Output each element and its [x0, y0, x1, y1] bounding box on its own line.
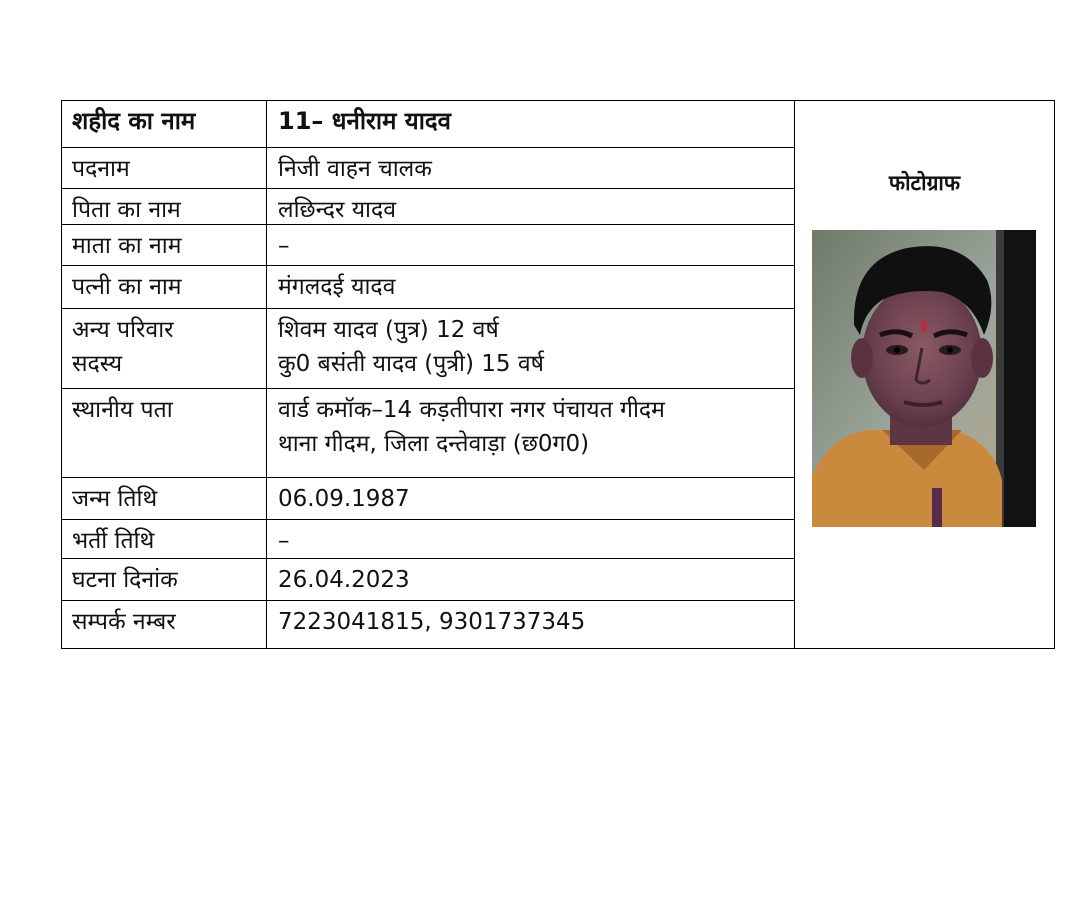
row-value: लछिन्दर यादव [278, 197, 397, 223]
row-recruitment-date [62, 520, 794, 559]
photo-cell [795, 101, 1054, 648]
row-label: भर्ती तिथि [62, 520, 267, 558]
row-label: घटना दिनांक [62, 559, 267, 600]
row-label: अन्य परिवार सदस्य [62, 309, 267, 388]
photo-heading: फोटोग्राफ [888, 171, 961, 195]
row-value: – [278, 528, 290, 554]
row-contact-number [62, 601, 794, 648]
row-label: पिता का नाम [62, 189, 267, 224]
row-value: 11– धनीराम यादव [278, 107, 452, 135]
fields-column [62, 101, 795, 648]
row-value: निजी वाहन चालक [278, 156, 432, 182]
row-value: शिवम यादव (पुत्र) 12 वर्ष कु0 बसंती यादव (पुत्री) 15 वर्ष [278, 317, 544, 377]
row-mother-name [62, 225, 794, 266]
row-label: पत्नी का नाम [62, 266, 267, 308]
row-label: शहीद का नाम [62, 101, 267, 147]
row-designation [62, 148, 794, 189]
row-local-address [62, 389, 794, 478]
row-value: मंगलदई यादव [278, 274, 396, 300]
row-label: स्थानीय पता [62, 389, 267, 477]
row-label: जन्म तिथि [62, 478, 267, 519]
row-father-name [62, 189, 794, 225]
row-value: 06.09.1987 [278, 486, 410, 512]
row-label: पदनाम [62, 148, 267, 188]
row-wife-name [62, 266, 794, 309]
row-value: – [278, 233, 290, 259]
portrait-photo [812, 230, 1036, 527]
row-value: 7223041815, 9301737345 [278, 609, 586, 635]
row-birth-date [62, 478, 794, 520]
row-label: सम्पर्क नम्बर [62, 601, 267, 648]
row-incident-date [62, 559, 794, 601]
row-martyr-name [62, 101, 794, 148]
row-other-family-members [62, 309, 794, 389]
row-value: वार्ड कमॉक–14 कड़तीपारा नगर पंचायत गीदम थाना गीदम, जिला दन्तेवाड़ा (छ0ग0) [278, 397, 665, 457]
row-value: 26.04.2023 [278, 567, 410, 593]
record-table [61, 100, 1055, 649]
row-label: माता का नाम [62, 225, 267, 265]
